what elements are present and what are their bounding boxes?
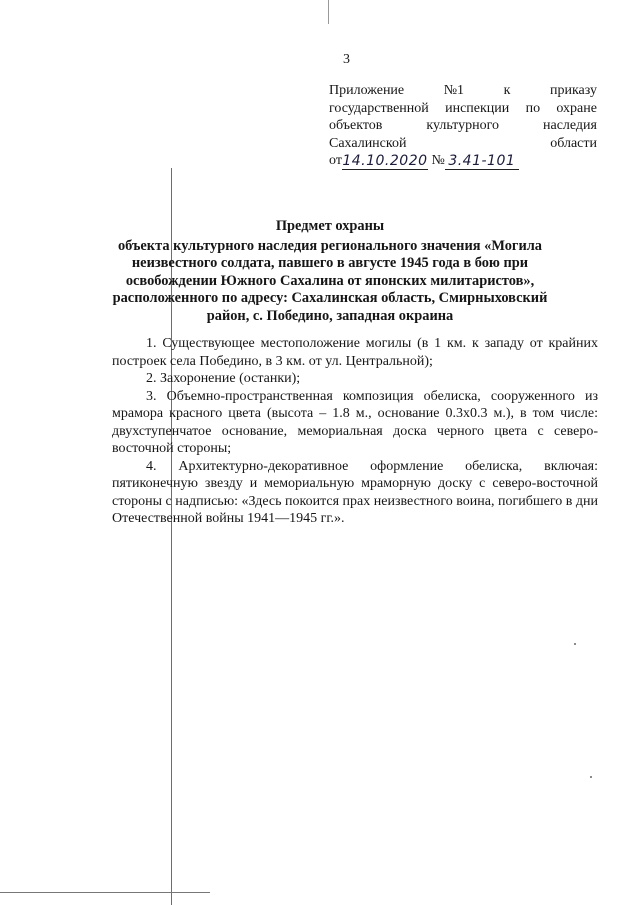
appendix-word: наследия: [542, 118, 597, 133]
appendix-word: объектов: [329, 118, 383, 133]
scan-edge-mark: [328, 0, 329, 24]
document-title: [110, 218, 550, 325]
scan-speck: [574, 643, 576, 645]
item-text: Существующее местоположение могилы (в 1 км. к западу от крайних построек села Победино, в 3 км. от ул. Центральной);: [112, 336, 598, 369]
appendix-word: Сахалинской: [329, 135, 407, 151]
protection-items-list: [112, 335, 598, 528]
appendix-word: приказу: [549, 83, 597, 98]
list-item: [112, 458, 598, 528]
item-text: Захоронение (останки);: [160, 371, 301, 386]
item-text: Объемно-пространственная композиция обелиска, сооруженного из мрамора красного цвета (высота – 1.8 м., основание 0.3х0.3 м.), в том числе: двухступенчатое основание, мемориальная доска черного цвета с северо-восточной стороны;: [112, 388, 598, 456]
handwritten-order-number: 3.41-101: [445, 154, 519, 170]
appendix-word: охране: [556, 100, 597, 116]
title-line: район, с. Победино, западная окраина: [206, 307, 454, 324]
number-prefix: №: [431, 153, 445, 168]
appendix-word: государственной: [329, 100, 429, 116]
appendix-line: [329, 100, 597, 118]
title-line: неизвестного солдата, павшего в августе 1945 года в бою при: [131, 255, 529, 271]
appendix-word: инспекции: [445, 100, 510, 116]
title-line: освобождении Южного Сахалина от японских милитаристов»,: [125, 272, 535, 289]
title-line: объекта культурного наследия регионального значения «Могила: [117, 237, 543, 254]
appendix-word: Приложение: [329, 83, 405, 98]
appendix-word: культурного: [426, 118, 500, 133]
title-line: расположенного по адресу: Сахалинская область, Смирныховский: [112, 290, 548, 306]
title-heading: Предмет охраны: [275, 218, 385, 234]
scan-speck: [590, 776, 592, 778]
appendix-line: [329, 117, 597, 135]
list-item: [112, 370, 598, 388]
appendix-word: №1: [443, 83, 465, 98]
item-number: 4.: [146, 458, 157, 474]
handwritten-date: 14.10.2020: [342, 152, 428, 169]
appendix-word: по: [525, 100, 541, 116]
appendix-line: [329, 135, 597, 153]
appendix-date-line: [329, 152, 597, 170]
item-number: 2.: [146, 371, 157, 386]
page-number: 3: [343, 52, 350, 67]
item-number: 1.: [146, 336, 157, 351]
appendix-line: [329, 82, 597, 100]
list-item: [112, 388, 598, 458]
scan-bottom-line: [0, 892, 210, 893]
list-item: [112, 335, 598, 370]
item-number: 3.: [146, 388, 157, 404]
item-text: Архитектурно-декоративное оформление обелиска, включая: пятиконечную звезду и мемориальную мраморную доску с северо-восточной стороны с надписью: «Здесь покоится прах неизвестного воина, погибшего в дни Отечественной войны 1941—1945 гг.».: [112, 458, 598, 526]
date-prefix: от: [329, 153, 342, 168]
appendix-word: области: [550, 135, 597, 151]
appendix-word: к: [503, 83, 511, 98]
appendix-block: [329, 82, 597, 170]
